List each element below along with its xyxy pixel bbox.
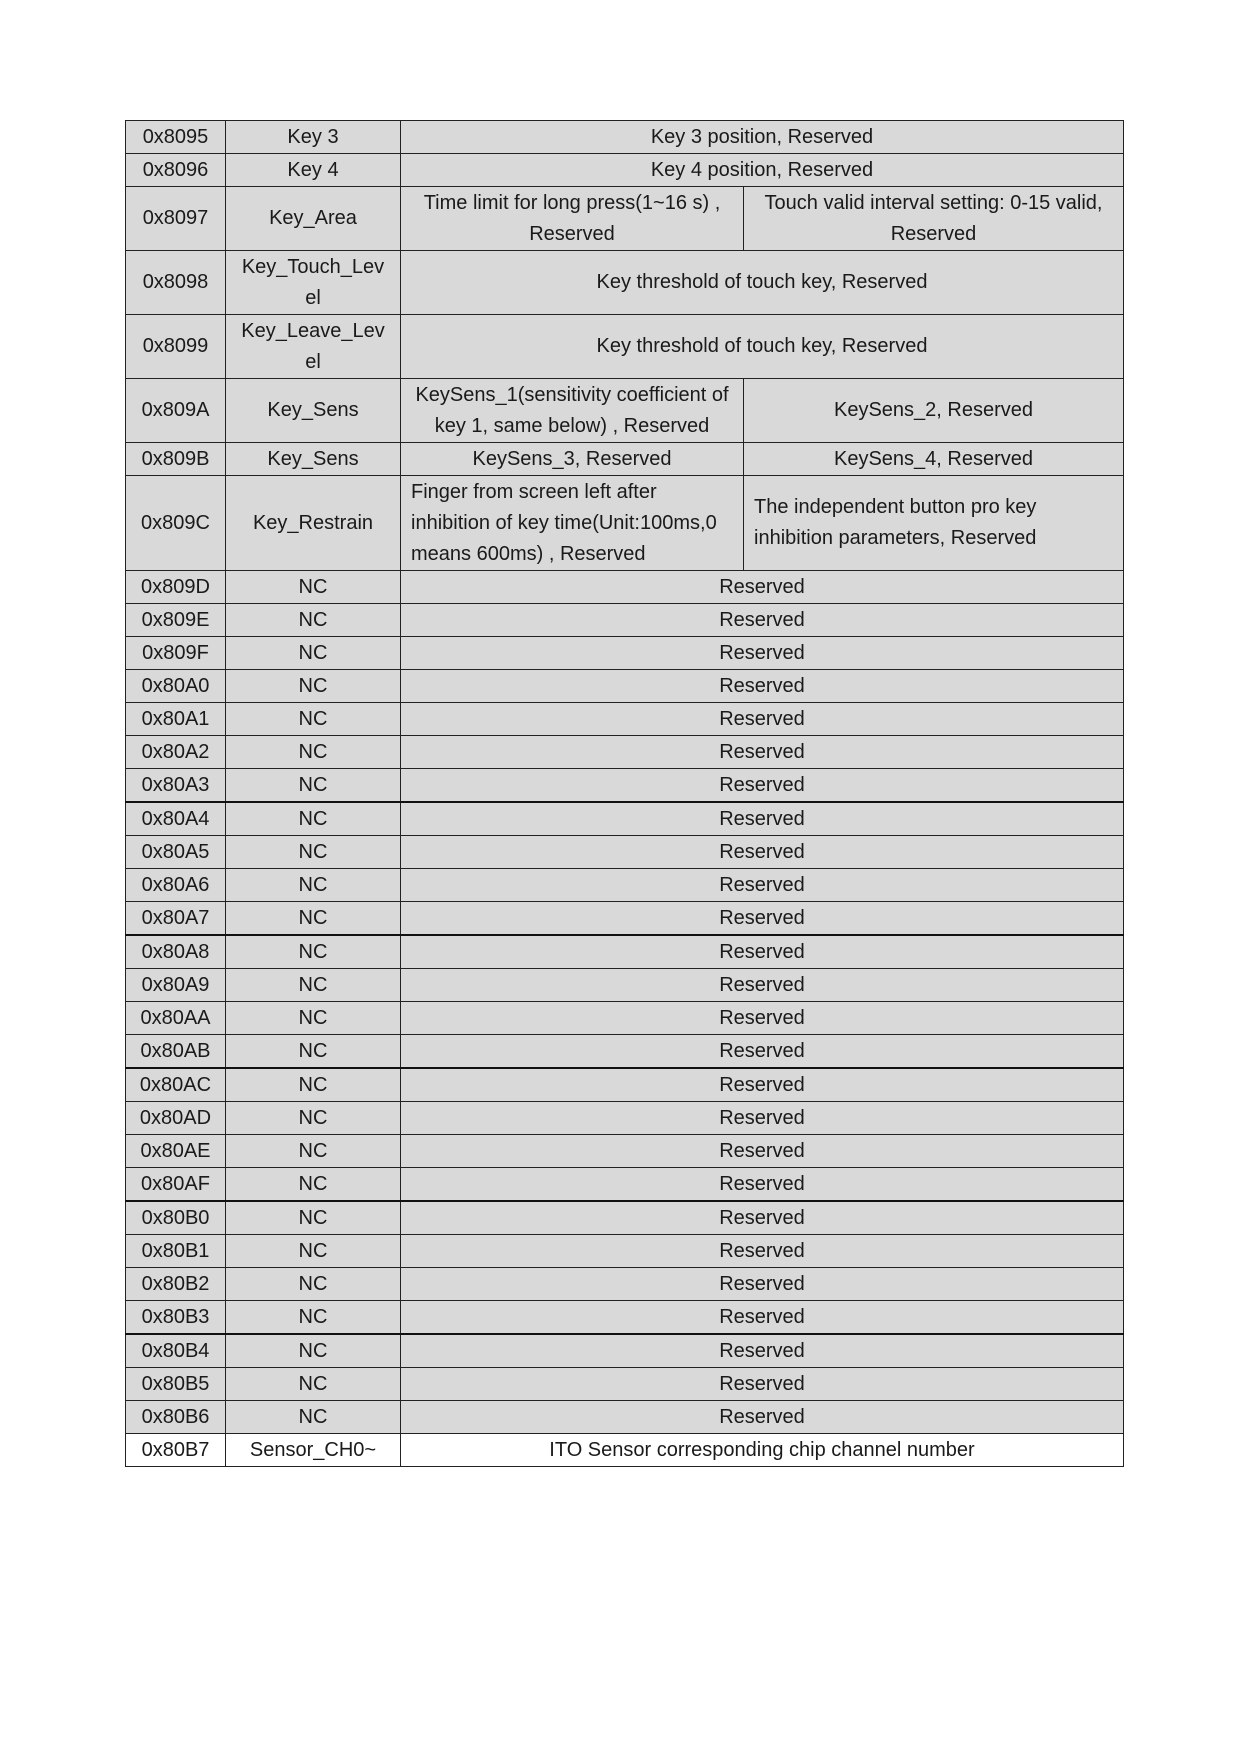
register-address: 0x80A7: [126, 902, 226, 936]
table-row: [126, 802, 1124, 836]
table-row: [126, 1301, 1124, 1335]
register-address: 0x80AD: [126, 1102, 226, 1135]
register-address: 0x8097: [126, 187, 226, 251]
register-name: NC: [226, 1268, 401, 1301]
register-address: 0x80A8: [126, 935, 226, 969]
register-name: NC: [226, 571, 401, 604]
table-row: [126, 443, 1124, 476]
table-row: [126, 476, 1124, 571]
register-description-right: KeySens_4, Reserved: [744, 443, 1124, 476]
register-description: Reserved: [401, 802, 1124, 836]
table-row: [126, 836, 1124, 869]
register-description-right: KeySens_2, Reserved: [744, 379, 1124, 443]
register-description-left: Time limit for long press(1~16 s) , Reserved: [401, 187, 744, 251]
register-address: 0x80B2: [126, 1268, 226, 1301]
register-name: NC: [226, 703, 401, 736]
register-name: Key_Sens: [226, 379, 401, 443]
register-address: 0x80B6: [126, 1401, 226, 1434]
register-description: Reserved: [401, 969, 1124, 1002]
register-name: NC: [226, 902, 401, 936]
register-description: Reserved: [401, 637, 1124, 670]
table-row: [126, 736, 1124, 769]
register-description: Reserved: [401, 869, 1124, 902]
register-address: 0x8095: [126, 121, 226, 154]
register-name: NC: [226, 969, 401, 1002]
register-description-left: Finger from screen left after inhibition of key time(Unit:100ms,0 means 600ms) , Reserved: [401, 476, 744, 571]
register-name: Key_Restrain: [226, 476, 401, 571]
register-name: NC: [226, 802, 401, 836]
register-description: Reserved: [401, 1368, 1124, 1401]
register-address: 0x80B5: [126, 1368, 226, 1401]
register-address: 0x80B1: [126, 1235, 226, 1268]
table-row: [126, 1035, 1124, 1069]
table-row: [126, 121, 1124, 154]
register-address: 0x80A6: [126, 869, 226, 902]
register-description-left: KeySens_1(sensitivity coefficient of key 1, same below) , Reserved: [401, 379, 744, 443]
table-row: [126, 703, 1124, 736]
register-address: 0x809E: [126, 604, 226, 637]
table-row: [126, 1268, 1124, 1301]
register-name: NC: [226, 1201, 401, 1235]
register-description: Key 3 position, Reserved: [401, 121, 1124, 154]
table-row: [126, 1168, 1124, 1202]
register-name: NC: [226, 1002, 401, 1035]
register-name: NC: [226, 869, 401, 902]
table-row: [126, 1102, 1124, 1135]
register-address: 0x80AF: [126, 1168, 226, 1202]
register-description: Key 4 position, Reserved: [401, 154, 1124, 187]
register-address: 0x80AA: [126, 1002, 226, 1035]
register-address: 0x80B0: [126, 1201, 226, 1235]
register-description: Reserved: [401, 1102, 1124, 1135]
register-address: 0x80AC: [126, 1068, 226, 1102]
register-address: 0x80A3: [126, 769, 226, 803]
register-name: NC: [226, 1235, 401, 1268]
register-name: Key_Sens: [226, 443, 401, 476]
table-row: [126, 1434, 1124, 1467]
table-row: [126, 1235, 1124, 1268]
register-name: NC: [226, 670, 401, 703]
register-name: NC: [226, 769, 401, 803]
table-row: [126, 1334, 1124, 1368]
table-row: [126, 1368, 1124, 1401]
register-name: NC: [226, 1135, 401, 1168]
register-address: 0x80A4: [126, 802, 226, 836]
table-row: [126, 769, 1124, 803]
register-name: NC: [226, 1102, 401, 1135]
register-address: 0x80B3: [126, 1301, 226, 1335]
register-description: Reserved: [401, 1068, 1124, 1102]
table-row: [126, 969, 1124, 1002]
register-description: Reserved: [401, 935, 1124, 969]
register-description: ITO Sensor corresponding chip channel number: [401, 1434, 1124, 1467]
register-address: 0x809C: [126, 476, 226, 571]
register-description: Reserved: [401, 902, 1124, 936]
register-description: Key threshold of touch key, Reserved: [401, 315, 1124, 379]
table-row: [126, 571, 1124, 604]
register-address: 0x80A2: [126, 736, 226, 769]
register-name: Key_Area: [226, 187, 401, 251]
table-row: [126, 935, 1124, 969]
table-row: [126, 187, 1124, 251]
register-address: 0x80A0: [126, 670, 226, 703]
register-name: Sensor_CH0~: [226, 1434, 401, 1467]
register-table: [125, 120, 1124, 1467]
register-name: NC: [226, 1035, 401, 1069]
table-row: [126, 315, 1124, 379]
register-description: Reserved: [401, 1235, 1124, 1268]
register-address: 0x809D: [126, 571, 226, 604]
register-address: 0x80B4: [126, 1334, 226, 1368]
register-description: Reserved: [401, 1268, 1124, 1301]
register-name: NC: [226, 836, 401, 869]
register-address: 0x80AB: [126, 1035, 226, 1069]
register-description: Key threshold of touch key, Reserved: [401, 251, 1124, 315]
register-address: 0x80A9: [126, 969, 226, 1002]
register-name: NC: [226, 736, 401, 769]
register-name: NC: [226, 604, 401, 637]
register-name: NC: [226, 1368, 401, 1401]
register-name: NC: [226, 1401, 401, 1434]
register-address: 0x80AE: [126, 1135, 226, 1168]
table-row: [126, 154, 1124, 187]
register-description: Reserved: [401, 670, 1124, 703]
table-row: [126, 902, 1124, 936]
register-description: Reserved: [401, 604, 1124, 637]
register-name: NC: [226, 637, 401, 670]
register-address: 0x809A: [126, 379, 226, 443]
register-description: Reserved: [401, 1301, 1124, 1335]
register-description: Reserved: [401, 1002, 1124, 1035]
register-address: 0x8098: [126, 251, 226, 315]
table-row: [126, 604, 1124, 637]
register-description-right: The independent button pro key inhibition parameters, Reserved: [744, 476, 1124, 571]
register-description: Reserved: [401, 1401, 1124, 1434]
register-description: Reserved: [401, 1334, 1124, 1368]
register-name: Key_Leave_Lev el: [226, 315, 401, 379]
register-description: Reserved: [401, 1168, 1124, 1202]
table-row: [126, 637, 1124, 670]
register-description: Reserved: [401, 836, 1124, 869]
register-name: Key 4: [226, 154, 401, 187]
register-address: 0x8096: [126, 154, 226, 187]
register-description: Reserved: [401, 1035, 1124, 1069]
table-row: [126, 670, 1124, 703]
table-row: [126, 1201, 1124, 1235]
register-address: 0x80A1: [126, 703, 226, 736]
register-name: NC: [226, 1301, 401, 1335]
register-address: 0x809B: [126, 443, 226, 476]
register-description-left: KeySens_3, Reserved: [401, 443, 744, 476]
table-row: [126, 379, 1124, 443]
table-row: [126, 1401, 1124, 1434]
register-name: NC: [226, 1068, 401, 1102]
register-description: Reserved: [401, 769, 1124, 803]
register-description: Reserved: [401, 1135, 1124, 1168]
table-row: [126, 1002, 1124, 1035]
register-address: 0x809F: [126, 637, 226, 670]
register-description-right: Touch valid interval setting: 0-15 valid, Reserved: [744, 187, 1124, 251]
register-description: Reserved: [401, 571, 1124, 604]
register-name: NC: [226, 1334, 401, 1368]
register-description: Reserved: [401, 736, 1124, 769]
register-name: Key 3: [226, 121, 401, 154]
table-row: [126, 869, 1124, 902]
register-description: Reserved: [401, 703, 1124, 736]
register-address: 0x80B7: [126, 1434, 226, 1467]
table-row: [126, 251, 1124, 315]
register-name: NC: [226, 935, 401, 969]
table-row: [126, 1068, 1124, 1102]
table-row: [126, 1135, 1124, 1168]
register-address: 0x80A5: [126, 836, 226, 869]
register-name: NC: [226, 1168, 401, 1202]
register-address: 0x8099: [126, 315, 226, 379]
register-description: Reserved: [401, 1201, 1124, 1235]
register-name: Key_Touch_Lev el: [226, 251, 401, 315]
